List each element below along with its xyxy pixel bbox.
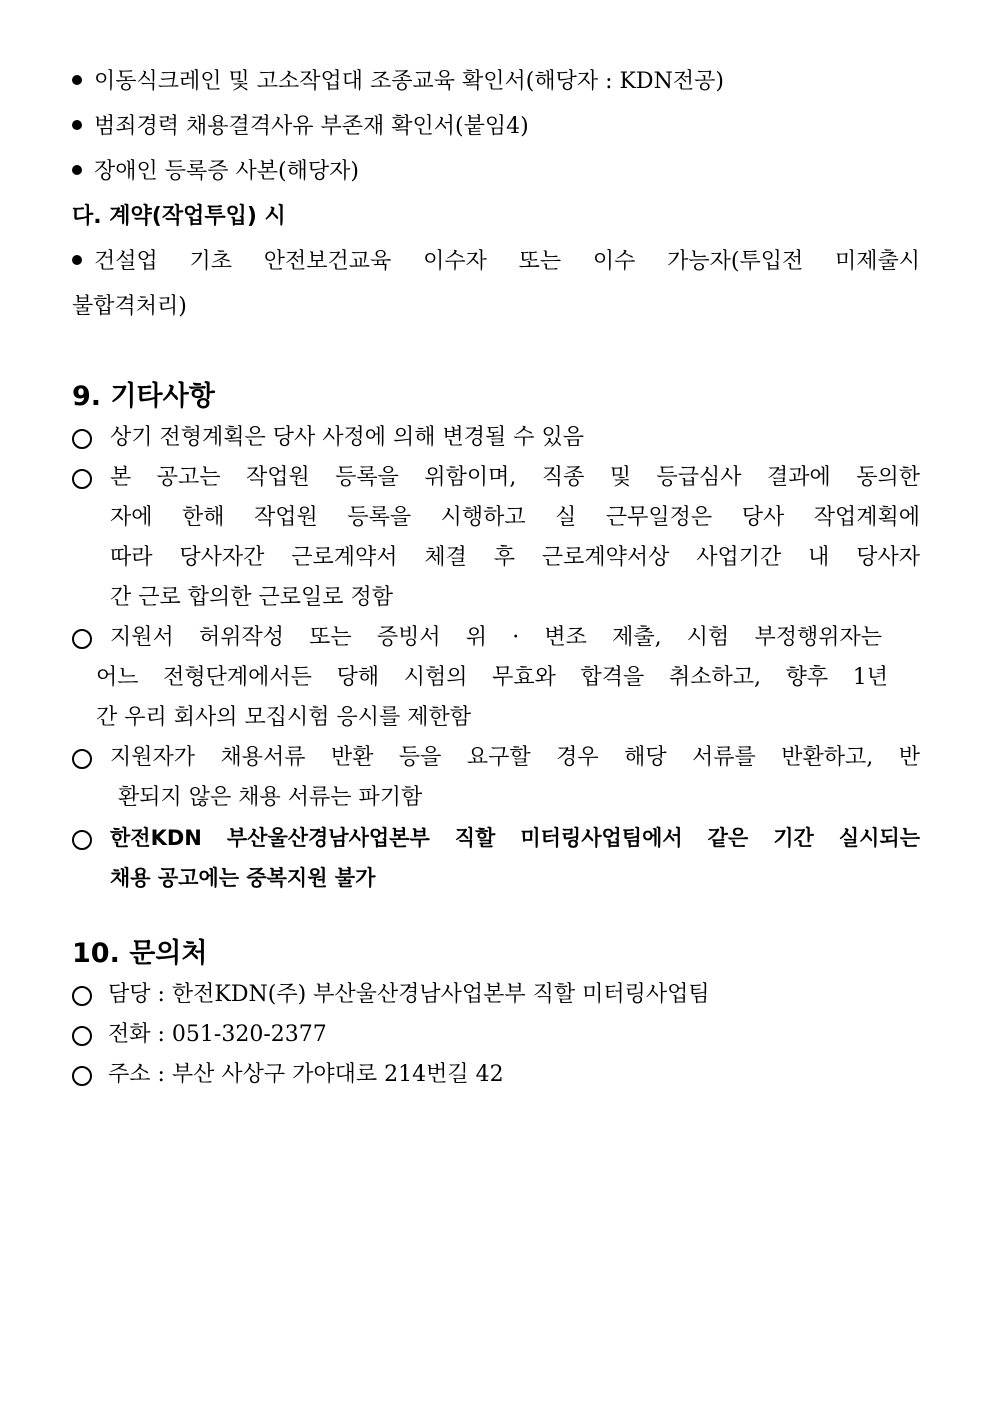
bullet-icon	[72, 255, 82, 265]
section-9-item-3-line: 어느 전형단계에서든 당해 시험의 무효와 합격을 취소하고, 향후 1년	[96, 665, 888, 690]
section-9-item-2-line: 간 근로 합의한 근로일로 정함	[110, 585, 393, 610]
section-9-item-3-line: 간 우리 회사의 모집시험 응시를 제한함	[96, 705, 471, 730]
doc-list-text: 범죄경력 채용결격사유 부존재 확인서(붙임4)	[94, 114, 529, 139]
circle-bullet-icon	[72, 1066, 92, 1086]
address-line: 주소 : 부산 사상구 가야대로 214번길 42	[108, 1062, 504, 1087]
section-10-heading: 10. 문의처	[72, 938, 208, 969]
circle-bullet-icon	[72, 429, 92, 449]
doc-list-item	[72, 67, 724, 97]
section-9-item-5-line: 한전KDN 부산울산경남사업본부 직할 미터링사업팀에서 같은 기간 실시되는	[110, 826, 920, 850]
contract-item-line-2: 불합격처리)	[72, 294, 187, 319]
section-9-item-4-line: 환되지 않은 채용 서류는 파기함	[118, 785, 423, 810]
circle-bullet-icon	[72, 830, 92, 850]
circle-bullet-icon	[72, 469, 92, 489]
bullet-icon	[72, 165, 82, 175]
section-9-item-4-line: 지원자가 채용서류 반환 등을 요구할 경우 해당 서류를 반환하고, 반	[110, 745, 920, 770]
section-9-item-1: 상기 전형계획은 당사 사정에 의해 변경될 수 있음	[110, 425, 584, 450]
doc-list-item	[72, 112, 529, 142]
doc-list-text: 이동식크레인 및 고소작업대 조종교육 확인서(해당자 : KDN전공)	[94, 69, 724, 94]
circle-bullet-icon	[72, 1026, 92, 1046]
section-9-item-2-line: 본 공고는 작업원 등록을 위함이며, 직종 및 등급심사 결과에 동의한	[110, 465, 920, 490]
section-9-item-2-line: 자에 한해 작업원 등록을 시행하고 실 근무일정은 당사 작업계획에	[110, 505, 920, 530]
bullet-icon	[72, 75, 82, 85]
phone-line: 전화 : 051-320-2377	[108, 1022, 327, 1047]
circle-bullet-icon	[72, 629, 92, 649]
circle-bullet-icon	[72, 749, 92, 769]
section-9-item-3-line: 지원서 허위작성 또는 증빙서 위 · 변조 제출, 시험 부정행위자는	[110, 625, 882, 650]
contract-item-line	[72, 247, 920, 277]
circle-bullet-icon	[72, 986, 92, 1006]
bullet-icon	[72, 120, 82, 130]
contact-line: 담당 : 한전KDN(주) 부산울산경남사업본부 직할 미터링사업팀	[108, 982, 710, 1007]
doc-list-item	[72, 157, 359, 187]
section-9-heading: 9. 기타사항	[72, 381, 215, 412]
section-9-item-2-line: 따라 당사자간 근로계약서 체결 후 근로계약서상 사업기간 내 당사자	[110, 545, 920, 570]
contract-heading: 다. 계약(작업투입) 시	[72, 204, 286, 229]
section-9-item-5-line: 채용 공고에는 중복지원 불가	[110, 866, 376, 890]
contract-item-text: 건설업 기초 안전보건교육 이수자 또는 이수 가능자(투입전 미제출시	[94, 249, 920, 274]
doc-list-text: 장애인 등록증 사본(해당자)	[94, 159, 359, 184]
